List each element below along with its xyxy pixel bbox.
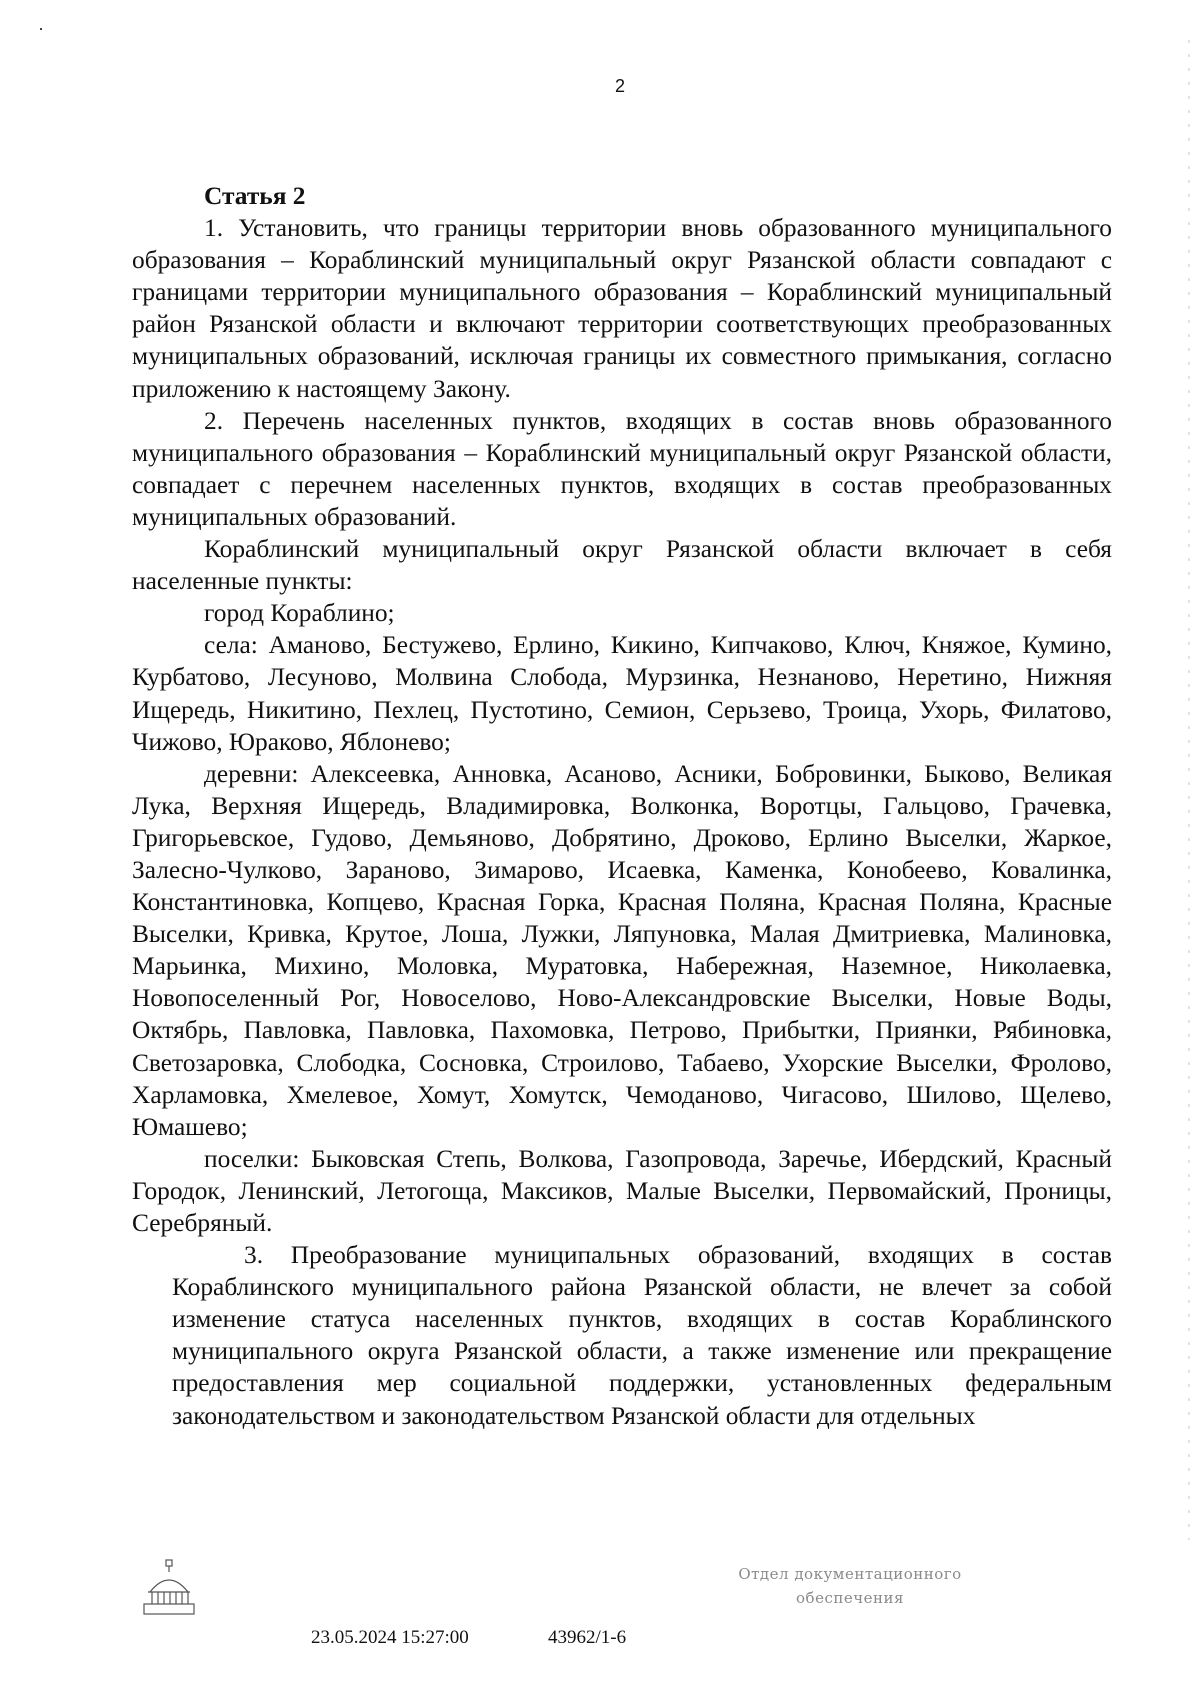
paragraph-3: Кораблинский муниципальный округ Рязанской области включает в себя населенные пункты: xyxy=(132,535,1112,596)
paragraph-settlements: поселки: Быковская Степь, Волкова, Газопровода, Заречье, Ибердский, Красный Городок, Ленинский, Летогоща, Максиков, Малые Выселки, Первомайский, Проницы, Серебряный. xyxy=(132,1144,1112,1237)
document-body xyxy=(132,180,1112,1432)
page-number: 2 xyxy=(614,76,625,96)
paragraph-hamlets: деревни: Алексеевка, Анновка, Асаново, Асники, Бобровинки, Быково, Великая Лука, Верхняя Ищередь, Владимировка, Волконка, Воротцы, Гальцово, Грачевка, Григорьевское, Гудово, Демьяново, Добрятино, Дроково, Ерлино Выселки, Жаркое, Залесно-Чулково, Зараново, Зимарово, Исаевка, Каменка, Конобеево, Ковалинка, Константиновка, Копцево, Красная Горка, Красная Поляна, Красная Поляна, Красные Выселки, Кривка, Крутое, Лоша, Лужки, Ляпуновка, Малая Дмитриевка, Малиновка, Марьинка, Михино, Моловка, Муратовка, Набережная, Наземное, Николаевка, Новопоселенный Рог, Новоселово, Ново-Александровские Выселки, Новые Воды, Октябрь, Павловка, Павловка, Пахомовка, Петрово, Прибытки, Приянки, Рябиновка, Светозаровка, Слободка, Сосновка, Строилово, Табаево, Ухорские Выселки, Фролово, Харламовка, Хмелевое, Хомут, Хомутск, Чемоданово, Чигасово, Шилово, Щелево, Юмашево; xyxy=(132,759,1112,1141)
scan-speck xyxy=(40,28,42,30)
article-heading: Статья 2 xyxy=(204,182,306,210)
scan-edge-noise xyxy=(1188,40,1190,1540)
department-stamp xyxy=(700,1562,1000,1610)
footer-date: 23.05.2024 15:27:00 xyxy=(311,1627,469,1648)
paragraph-1: 1. Установить, что границы территории вновь образованного муниципального образования – Кораблинский муниципальный округ Рязанской области совпадают с границами территории муниципального образования – Кораблинский муниципальный район Рязанской области и включают территории соответствующих преобразованных муниципальных образований, исключая границы их совместного примыкания, согласно приложению к настоящему Закону. xyxy=(132,214,1112,403)
paragraph-2: 2. Перечень населенных пунктов, входящих в состав вновь образованного муниципального образования – Кораблинский муниципальный округ Рязанской области, совпадает с перечнем населенных пунктов, входящих в состав преобразованных муниципальных образований. xyxy=(132,406,1112,531)
stamp-line-2: обеспечения xyxy=(796,1589,904,1607)
duma-emblem-icon xyxy=(140,1558,198,1618)
paragraph-city: город Кораблино; xyxy=(204,599,395,628)
paragraph-villages: села: Аманово, Бестужево, Ерлино, Кикино, Кипчаково, Ключ, Княжое, Кумино, Курбатово, Лесуново, Молвина Слобода, Мурзинка, Незнаново, Неретино, Нижняя Ищередь, Никитино, Пехлец, Пустотино, Семион, Серьзево, Троица, Ухорь, Филатово, Чижово, Юраково, Яблонево; xyxy=(132,631,1112,756)
paragraph-4: 3. Преобразование муниципальных образований, входящих в состав Кораблинского муниципального района Рязанской области, не влечет за собой изменение статуса населенных пунктов, входящих в состав Кораблинского муниципального округа Рязанской области, а также изменение или прекращение предоставления мер социальной поддержки, установленных федеральным законодательством и законодательством Рязанской области для отдельных xyxy=(172,1241,1112,1430)
stamp-line-1: Отдел документационного xyxy=(738,1565,962,1583)
footer-registration-number: 43962/1-6 xyxy=(548,1627,627,1648)
